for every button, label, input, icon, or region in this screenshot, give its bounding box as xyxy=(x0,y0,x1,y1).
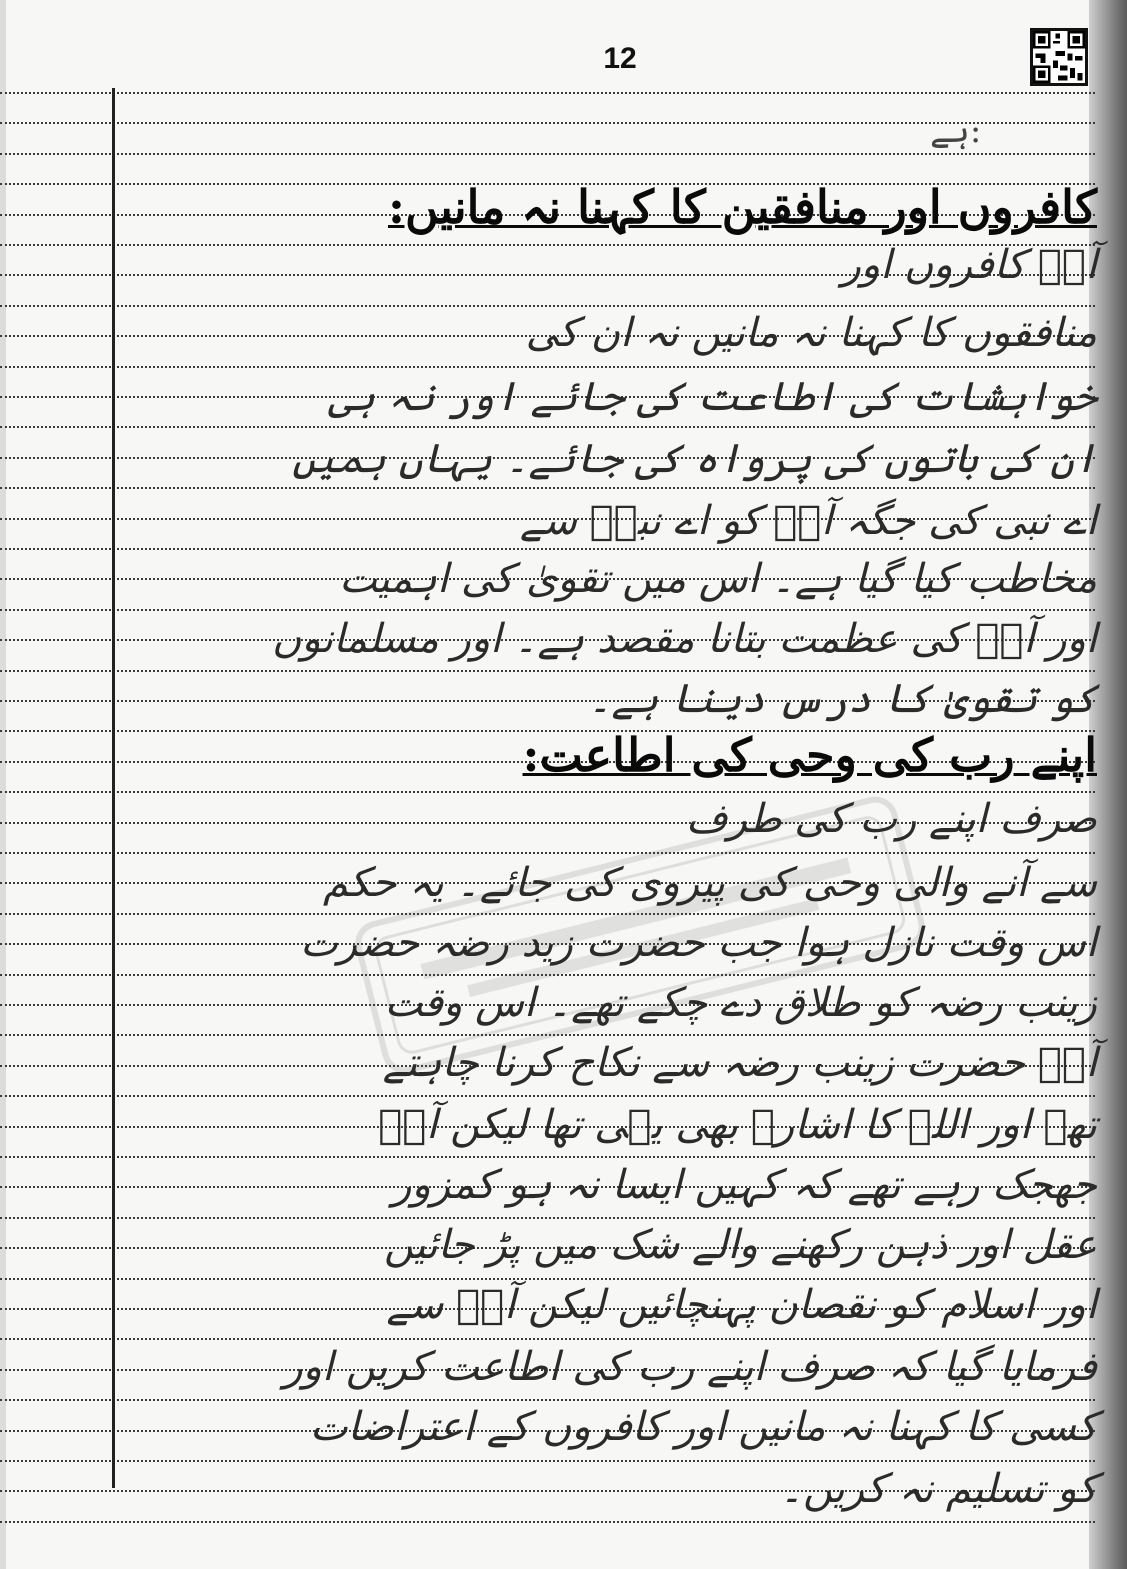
text-line: آپؐ حضرت زینب رضہ سے نکاح کرنا چاہتے xyxy=(382,1040,1097,1086)
margin-line xyxy=(112,88,115,1488)
text-line: عقل اور ذہن رکھنے والے شک میں پڑ جائیں xyxy=(384,1222,1097,1268)
ruled-line xyxy=(0,487,1095,489)
section-heading: کافروں اور منافقین کا کہنا نہ مانیں: xyxy=(387,180,1097,234)
text-line: کو تقویٰ کا درس دینا ہے۔ xyxy=(588,676,1097,722)
text-line: منافقوں کا کہنا نہ مانیں نہ ان کی xyxy=(525,310,1097,356)
text-line: زینب رضہ کو طلاق دے چکے تھے۔ اس وقت xyxy=(384,980,1097,1026)
ruled-line xyxy=(0,1095,1095,1097)
text-line: اور اسلام کو نقصان پہنچائیں لیکن آپؐ سے xyxy=(386,1282,1097,1328)
text-line: جھجک رہے تھے کہ کہیں ایسا نہ ہو کمزور xyxy=(392,1162,1097,1208)
text-line: اے نبی کی جگہ آپؐ کو اے نبیؐ سے xyxy=(520,498,1097,544)
text-line: ان کی باتوں کی پرواہ کی جائے۔ یہاں ہمیں xyxy=(292,436,1097,482)
ruled-line xyxy=(0,366,1095,368)
page-binding xyxy=(0,0,6,1569)
ruled-line xyxy=(0,426,1095,428)
text-line: سے آنے والی وحی کی پیروی کی جائے۔ یہ حکم xyxy=(322,860,1097,906)
ruled-line xyxy=(0,92,1095,94)
page-number: 12 xyxy=(603,42,637,75)
text-line: کسی کا کہنا نہ مانیں اور کافروں کے اعتراضات xyxy=(310,1404,1097,1450)
text-line: اس وقت نازل ہوا جب حضرت زید رضہ حضرت xyxy=(300,920,1097,966)
ruled-line xyxy=(0,1521,1095,1523)
text-line: صرف اپنے رب کی طرف xyxy=(686,796,1097,842)
text-line: مخاطب کیا گیا ہے۔ اس میں تقویٰ کی اہمیت xyxy=(339,556,1097,602)
text-line: آپؐ کافروں اور xyxy=(841,242,1097,288)
qr-code-icon xyxy=(1030,28,1088,86)
section-heading: اپنے رب کی وحی کی اطاعت: xyxy=(522,728,1097,782)
ruled-line xyxy=(0,609,1095,611)
text-line: تھے اور اللہ کا اشارہ بھی یہی تھا لیکن آپؐ xyxy=(378,1102,1097,1148)
text-line: فرمایا گیا کہ صرف اپنے رب کی اطاعت کریں اور xyxy=(283,1344,1097,1390)
text-line: خواہشات کی اطاعت کی جائے اور نہ ہی xyxy=(328,374,1097,420)
ruled-line xyxy=(0,548,1095,550)
text-line: کو تسلیم نہ کریں۔ xyxy=(779,1466,1097,1512)
page-edge-shadow xyxy=(1089,0,1127,1569)
text-line: اور آپؐ کی عظمت بتانا مقصد ہے۔ اور مسلمانوں xyxy=(272,616,1097,662)
ruled-line xyxy=(0,153,1095,155)
continuation-marker: ہے: xyxy=(930,111,982,151)
